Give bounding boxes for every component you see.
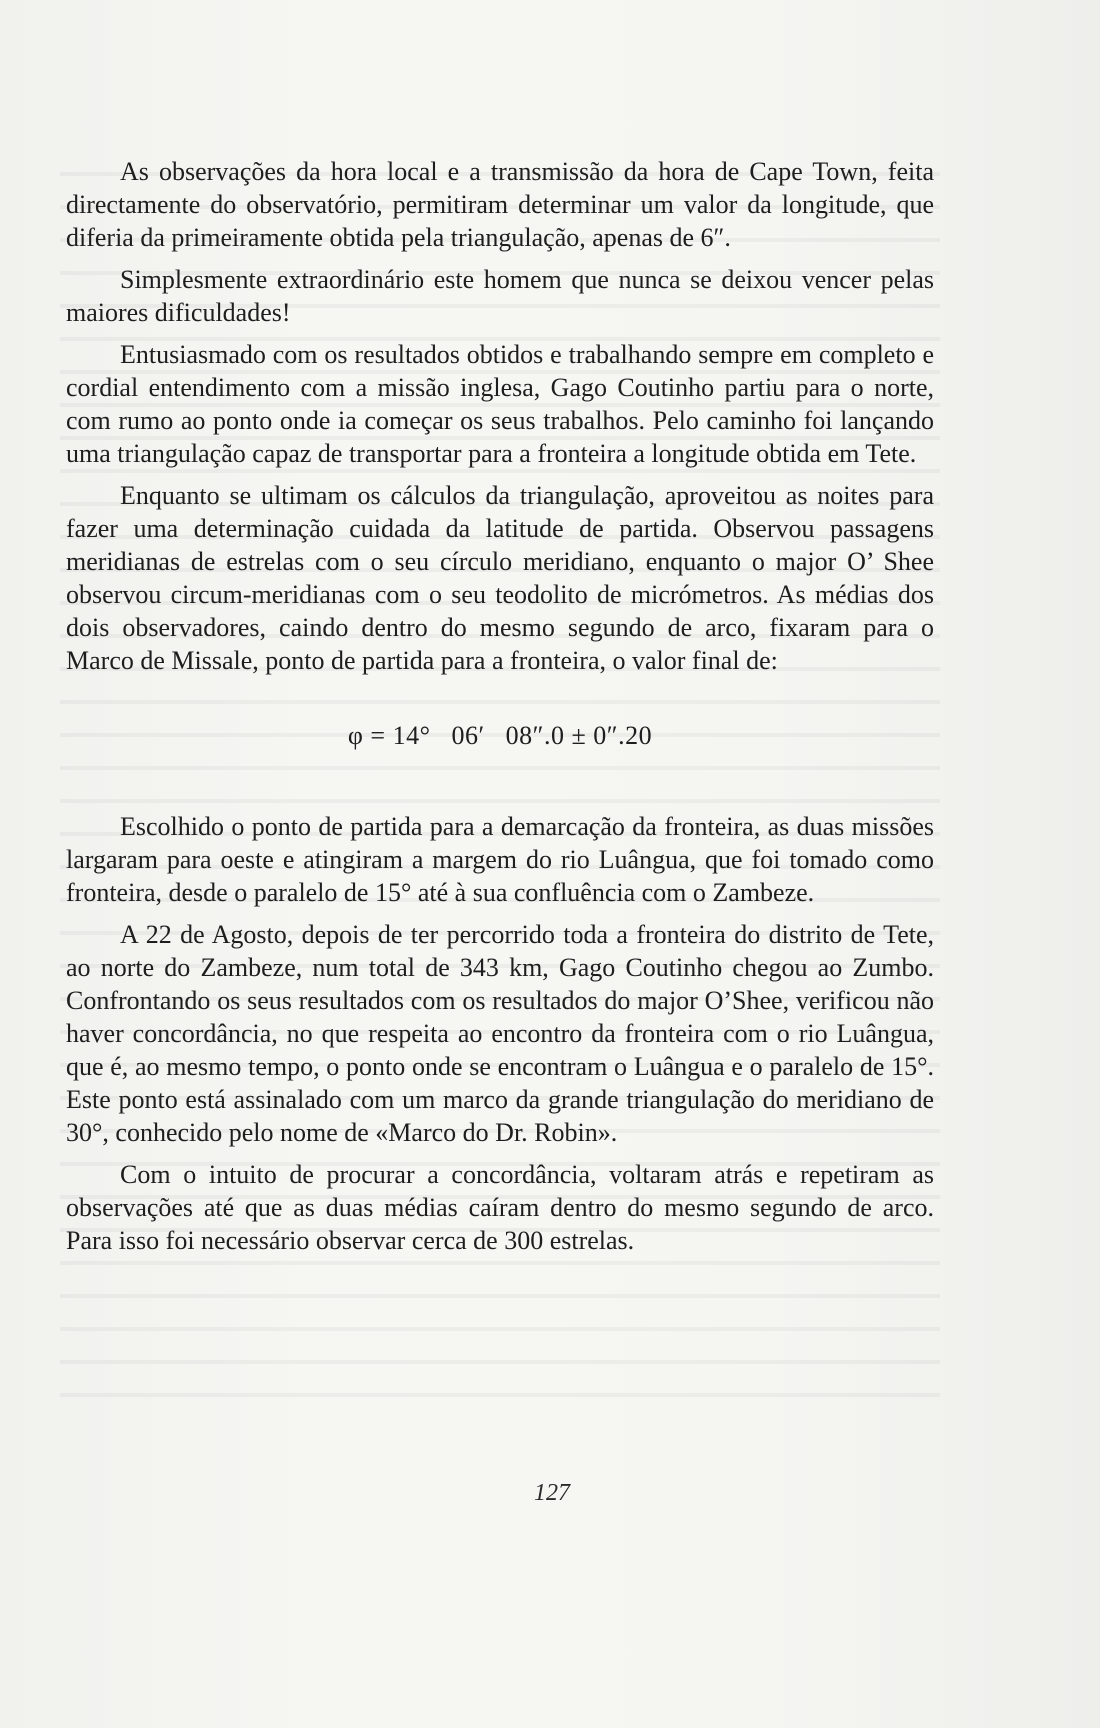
paragraph-latitude: Enquanto se ultimam os cálculos da triangulação, aproveitou as noites para fazer uma determinação cuidada da latitude de partida. Observou passagens meridianas de estrelas com o seu círculo meridiano, enquanto o major O’ Shee observou circum-meridianas com o seu teodolito de micrómetros. As médias dos dois observadores, caindo dentro do mesmo segundo de arco, fixaram para o Marco de Missale, ponto de partida para a fronteira, o valor final de:: [66, 481, 934, 675]
paragraph-longitude: As observações da hora local e a transmissão da hora de Cape Town, feita directamente do observatório, permitiram determinar um valor da longitude, que diferia da primeiramente obtida pela triangulação, apenas de 6″.: [66, 157, 934, 252]
paragraph-enthusiasm: Entusiasmado com os resultados obtidos e trabalhando sempre em completo e cordial entendimento com a missão inglesa, Gago Coutinho partiu para o norte, com rumo ao ponto onde ia começar os seus trabalhos. Pelo caminho foi lançando uma triangulação capaz de transportar para a fronteira a longitude obtida em Tete.: [66, 340, 934, 468]
paragraph-extraordinary: Simplesmente extraordinário este homem que nunca se deixou vencer pelas maiores dificuldades!: [66, 265, 934, 327]
formula-text: φ = 14° 06′ 08″.0 ± 0″.20: [347, 721, 653, 750]
paragraph-concordance: Com o intuito de procurar a concordância, voltaram atrás e repetiram as observações até que as duas médias caíram dentro do mesmo segundo de arco. Para isso foi necessário observar cerca de 300 estrelas.: [66, 1160, 934, 1255]
body-text: [66, 155, 934, 1266]
paragraph-departure: Escolhido o ponto de partida para a demarcação da fronteira, as duas missões largaram para oeste e atingiram a margem do rio Luângua, que foi tomado como fronteira, desde o paralelo de 15° até à sua confluência com o Zambeze.: [66, 812, 934, 907]
latitude-formula: [66, 719, 934, 752]
page-number: 127: [534, 1480, 570, 1506]
paragraph-zumbo: A 22 de Agosto, depois de ter percorrido toda a fronteira do distrito de Tete, ao norte do Zambeze, num total de 343 km, Gago Coutinho chegou ao Zumbo. Confrontando os seus resultados com os resultados do major O’Shee, verificou não haver concordância, no que respeita ao encontro da fronteira com o rio Luângua, que é, ao mesmo tempo, o ponto onde se encontram o Luângua e o paralelo de 15°. Este ponto está assinalado com um marco da grande triangulação do meridiano de 30°, conhecido pelo nome de «Marco do Dr. Robin».: [66, 920, 934, 1147]
